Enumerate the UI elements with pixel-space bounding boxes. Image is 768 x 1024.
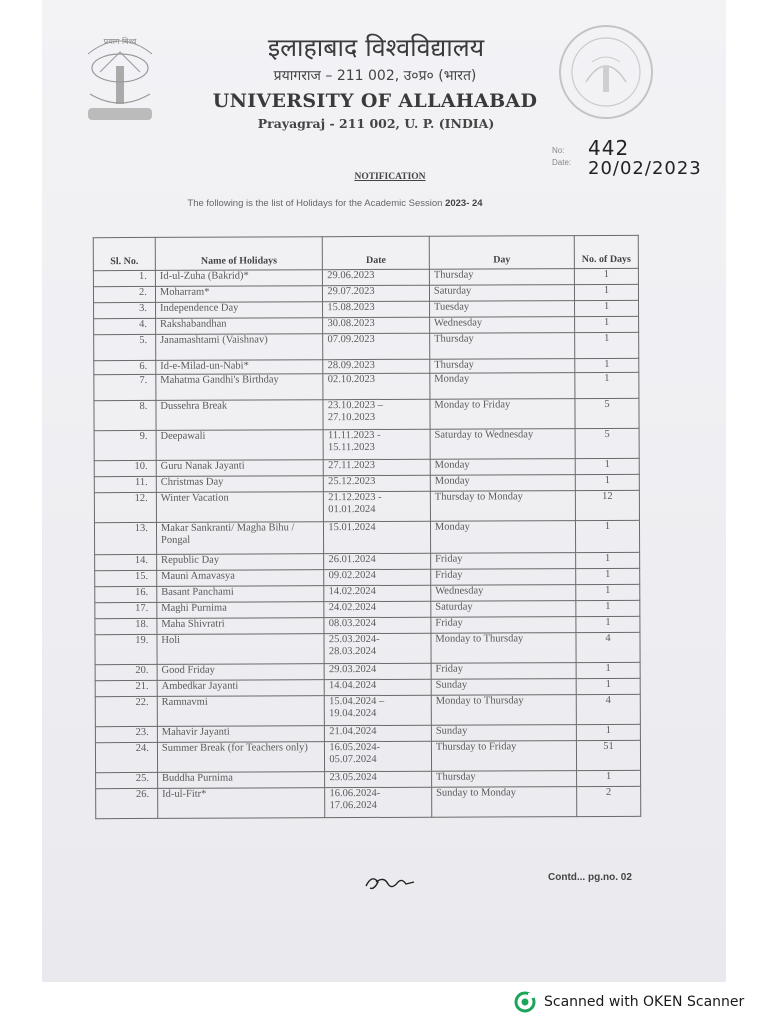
cell-sl-no: 15.	[95, 570, 157, 586]
cell-date: 15.04.2024 – 19.04.2024	[325, 695, 432, 725]
cell-holiday-name: Id-e-Milad-un-Nabi*	[156, 360, 324, 375]
col-sl-no: Sl. No.	[93, 237, 155, 270]
cell-sl-no: 17.	[95, 602, 157, 618]
cell-day: Tuesday	[429, 301, 574, 318]
cell-holiday-name: Republic Day	[157, 554, 325, 571]
cell-day: Thursday	[431, 771, 576, 788]
table-row	[94, 332, 639, 360]
cell-date: 21.04.2024	[325, 725, 432, 741]
cell-holiday-name: Id-ul-Zuha (Bakrid)*	[155, 270, 323, 287]
cell-holiday-name: Maha Shivratri	[157, 618, 325, 635]
cell-sl-no: 19.	[95, 634, 157, 664]
cell-no-of-days: 1	[577, 770, 641, 786]
table-row	[94, 398, 639, 430]
cell-no-of-days: 4	[576, 632, 640, 662]
table-header-row	[93, 235, 638, 270]
cell-no-of-days: 1	[576, 584, 640, 600]
cell-sl-no: 14.	[95, 554, 157, 570]
cell-day: Saturday to Wednesday	[430, 429, 575, 460]
cell-sl-no: 10.	[94, 460, 156, 476]
cell-no-of-days: 1	[575, 458, 639, 474]
university-address-english: Prayagraj - 211 002, U. P. (INDIA)	[257, 116, 495, 131]
table-row	[95, 694, 640, 726]
cell-sl-no: 11.	[94, 476, 156, 492]
cell-holiday-name: Dussehra Break	[156, 400, 324, 431]
cell-day: Monday	[430, 373, 575, 400]
cell-no-of-days: 1	[576, 678, 640, 694]
cell-no-of-days: 1	[576, 600, 640, 616]
cell-sl-no: 3.	[94, 302, 156, 318]
cell-no-of-days: 1	[574, 268, 638, 284]
cell-day: Saturday	[429, 285, 574, 302]
cell-holiday-name: Deepawali	[156, 430, 324, 461]
cell-holiday-name: Mahatma Gandhi's Birthday	[156, 374, 324, 401]
cell-sl-no: 8.	[94, 400, 156, 430]
cell-no-of-days: 1	[576, 520, 640, 552]
cell-sl-no: 26.	[96, 788, 158, 818]
col-day: Day	[429, 236, 574, 270]
intro-text: The following is the list of Holidays for the Academic Session	[187, 198, 443, 209]
cell-date: 30.08.2023	[323, 317, 430, 333]
cell-day: Monday	[430, 459, 575, 476]
cell-sl-no: 6.	[94, 360, 156, 374]
cell-sl-no: 12.	[94, 492, 156, 522]
cell-sl-no: 13.	[94, 522, 156, 554]
university-address-hindi: प्रयागराज – 211 002, उ०प्र० (भारत)	[273, 68, 477, 84]
cell-holiday-name: Holi	[157, 634, 325, 665]
col-name: Name of Holidays	[155, 237, 323, 271]
cell-holiday-name: Ramnavmi	[157, 696, 325, 727]
table-row	[94, 490, 639, 522]
cell-no-of-days: 1	[576, 616, 640, 632]
cell-day: Saturday	[431, 601, 576, 618]
ref-no-value: 442	[588, 136, 630, 160]
cell-day: Wednesday	[431, 585, 576, 602]
cell-day: Thursday	[430, 333, 575, 360]
cell-no-of-days: 12	[575, 490, 639, 520]
cell-no-of-days: 1	[575, 316, 639, 332]
cell-day: Monday	[430, 475, 575, 492]
cell-no-of-days: 1	[575, 300, 639, 316]
cell-day: Monday to Friday	[430, 399, 575, 430]
cell-sl-no: 24.	[95, 742, 157, 772]
cell-sl-no: 2.	[93, 286, 155, 302]
col-no-of-days: No. of Days	[574, 235, 638, 268]
cell-day: Monday to Thursday	[431, 695, 576, 726]
notification-title: NOTIFICATION	[354, 172, 426, 182]
cell-holiday-name: Moharram*	[155, 286, 323, 303]
cell-no-of-days: 1	[575, 332, 639, 358]
cell-sl-no: 7.	[94, 374, 156, 400]
cell-sl-no: 20.	[95, 664, 157, 680]
cell-date: 16.05.2024- 05.07.2024	[325, 741, 432, 771]
table-row	[95, 740, 640, 772]
cell-holiday-name: Janamashtami (Vaishnav)	[156, 334, 324, 361]
cell-day: Monday	[430, 521, 575, 554]
cell-holiday-name: Independence Day	[155, 302, 323, 319]
cell-date: 26.01.2024	[324, 553, 431, 569]
cell-holiday-name: Winter Vacation	[156, 492, 324, 523]
cell-date: 23.10.2023 – 27.10.2023	[323, 399, 430, 429]
cell-date: 02.10.2023	[323, 373, 430, 399]
cell-holiday-name: Rakshabandhan	[155, 318, 323, 335]
cell-day: Friday	[431, 553, 576, 570]
table-row	[94, 372, 639, 400]
signature	[362, 868, 418, 896]
session-year: 2023- 24	[445, 198, 483, 209]
cell-holiday-name: Mahavir Jayanti	[157, 726, 325, 743]
university-emblem-left	[70, 22, 170, 132]
cell-no-of-days: 1	[575, 372, 639, 398]
cell-day: Monday to Thursday	[431, 633, 576, 664]
cell-day: Thursday	[430, 359, 575, 374]
notification-intro	[120, 198, 550, 209]
cell-date: 27.11.2023	[324, 459, 431, 475]
col-date: Date	[323, 236, 430, 269]
cell-no-of-days: 1	[576, 724, 640, 740]
scanner-text: Scanned with OKEN Scanner	[544, 994, 745, 1010]
cell-sl-no: 1.	[93, 270, 155, 286]
cell-day: Sunday to Monday	[432, 787, 577, 818]
oken-scanner-logo-icon	[514, 991, 536, 1013]
ref-date-label: Date:	[552, 158, 572, 167]
cell-sl-no: 23.	[95, 726, 157, 742]
cell-date: 15.01.2024	[324, 521, 431, 553]
cell-no-of-days: 1	[576, 568, 640, 584]
cell-date: 16.06.2024- 17.06.2024	[325, 787, 432, 817]
cell-holiday-name: Id-ul-Fitr*	[158, 788, 326, 819]
university-name-hindi: इलाहाबाद विश्वविद्यालय	[267, 33, 485, 62]
cell-day: Sunday	[431, 725, 576, 742]
cell-no-of-days: 1	[576, 662, 640, 678]
ref-no-label: No:	[552, 146, 565, 155]
cell-day: Friday	[431, 617, 576, 634]
cell-holiday-name: Christmas Day	[156, 476, 324, 493]
table-row	[95, 632, 640, 664]
cell-date: 25.03.2024- 28.03.2024	[324, 633, 431, 663]
ref-date-value: 20/02/2023	[588, 158, 702, 179]
cell-holiday-name: Good Friday	[157, 664, 325, 681]
cell-date: 09.02.2024	[324, 569, 431, 585]
cell-date: 29.03.2024	[324, 663, 431, 679]
scanner-watermark	[514, 990, 744, 1014]
cell-no-of-days: 1	[575, 358, 639, 372]
university-seal-right	[556, 22, 656, 122]
cell-day: Friday	[431, 569, 576, 586]
cell-date: 29.06.2023	[323, 269, 430, 285]
cell-holiday-name: Ambedkar Jayanti	[157, 680, 325, 697]
cell-no-of-days: 1	[575, 474, 639, 490]
cell-holiday-name: Guru Nanak Jayanti	[156, 460, 324, 477]
cell-date: 25.12.2023	[324, 475, 431, 491]
continued-note: Contd... pg.no. 02	[548, 872, 632, 883]
cell-date: 21.12.2023 - 01.01.2024	[324, 491, 431, 521]
cell-date: 11.11.2023 - 15.11.2023	[323, 429, 430, 459]
cell-sl-no: 25.	[96, 772, 158, 788]
cell-date: 15.08.2023	[323, 301, 430, 317]
cell-date: 14.04.2024	[325, 679, 432, 695]
cell-no-of-days: 5	[575, 398, 639, 428]
cell-holiday-name: Makar Sankranti/ Magha Bihu / Pongal	[156, 522, 324, 555]
cell-sl-no: 9.	[94, 430, 156, 460]
cell-no-of-days: 2	[577, 786, 641, 816]
cell-date: 14.02.2024	[324, 585, 431, 601]
cell-day: Friday	[431, 663, 576, 680]
cell-holiday-name: Summer Break (for Teachers only)	[157, 742, 325, 773]
table-row	[94, 428, 639, 460]
cell-sl-no: 21.	[95, 680, 157, 696]
cell-date: 08.03.2024	[324, 617, 431, 633]
cell-sl-no: 4.	[94, 318, 156, 334]
cell-day: Thursday	[429, 269, 574, 286]
cell-sl-no: 16.	[95, 586, 157, 602]
cell-holiday-name: Buddha Purnima	[157, 772, 325, 789]
cell-day: Thursday to Monday	[430, 491, 575, 522]
cell-no-of-days: 51	[576, 740, 640, 770]
cell-date: 28.09.2023	[323, 359, 430, 373]
cell-no-of-days: 4	[576, 694, 640, 724]
cell-sl-no: 5.	[94, 334, 156, 360]
cell-sl-no: 22.	[95, 696, 157, 726]
cell-holiday-name: Mauni Amavasya	[157, 570, 325, 587]
cell-date: 23.05.2024	[325, 771, 432, 787]
cell-no-of-days: 1	[576, 552, 640, 568]
cell-date: 24.02.2024	[324, 601, 431, 617]
cell-holiday-name: Basant Panchami	[157, 586, 325, 603]
cell-date: 07.09.2023	[323, 333, 430, 359]
table-row	[96, 786, 641, 818]
holiday-table	[93, 235, 642, 819]
cell-day: Wednesday	[430, 317, 575, 334]
cell-day: Thursday to Friday	[431, 741, 576, 772]
table-row	[94, 520, 639, 554]
cell-no-of-days: 1	[574, 284, 638, 300]
university-name-english: UNIVERSITY OF ALLAHABAD	[212, 90, 538, 112]
cell-date: 29.07.2023	[323, 285, 430, 301]
svg-text:प्रयाग विश्व: प्रयाग विश्व	[103, 37, 137, 46]
cell-day: Sunday	[431, 679, 576, 696]
cell-sl-no: 18.	[95, 618, 157, 634]
cell-holiday-name: Maghi Purnima	[157, 602, 325, 619]
cell-no-of-days: 5	[575, 428, 639, 458]
